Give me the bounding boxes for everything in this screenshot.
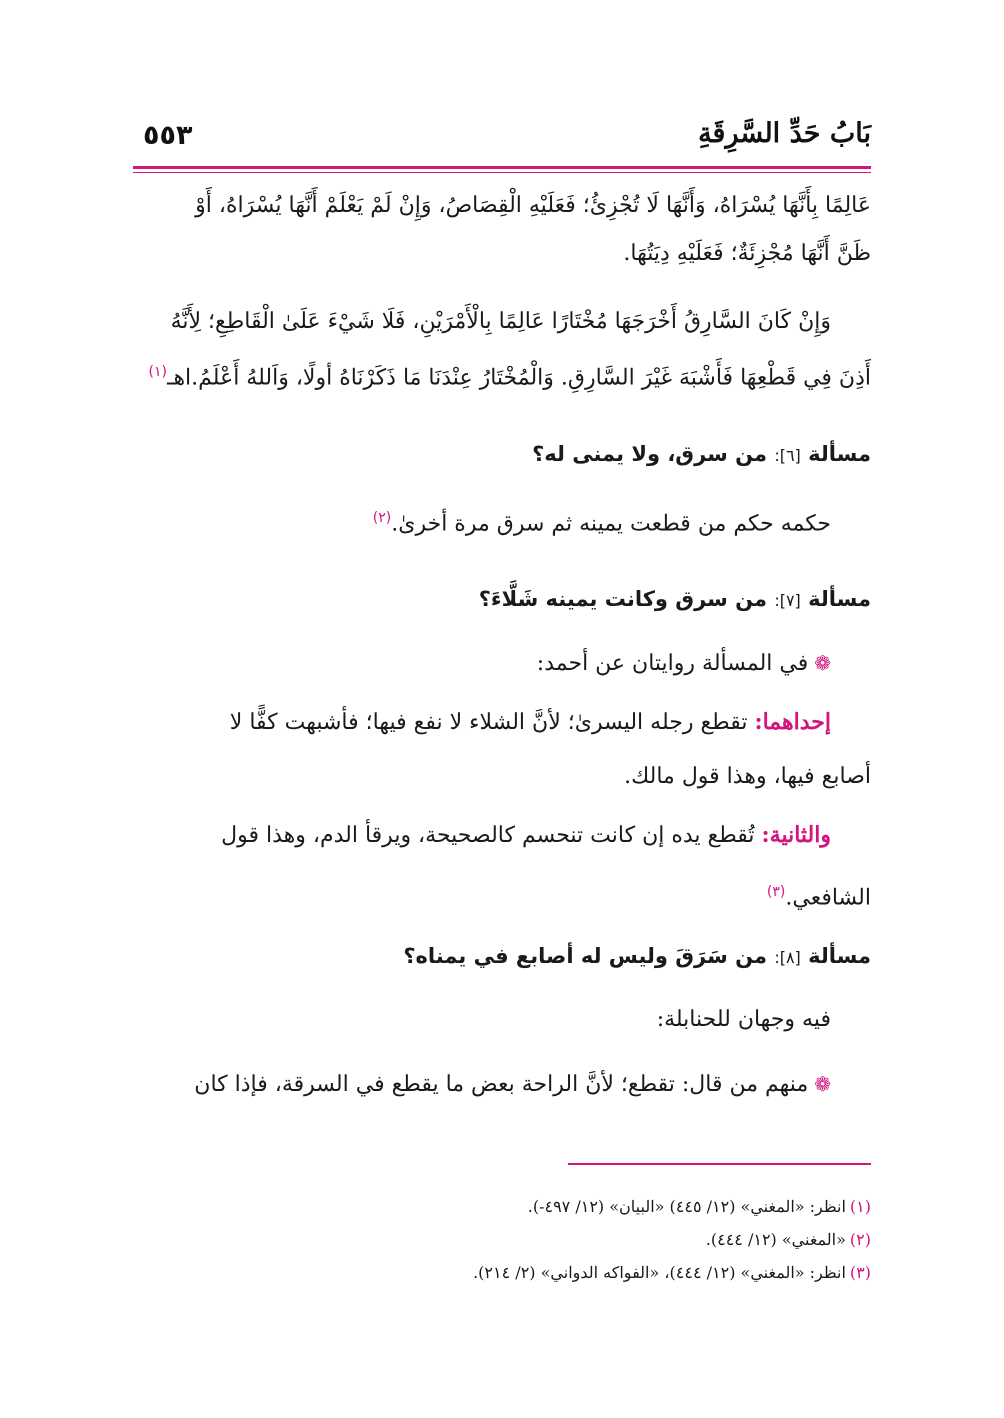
footnote-item <box>133 1190 871 1223</box>
text-line <box>133 702 871 743</box>
question-heading <box>133 936 871 978</box>
flower-bullet-icon: ❁ <box>814 650 831 675</box>
text-line <box>133 872 871 918</box>
question-text: من سرق، ولا يمنى له؟ <box>532 442 767 467</box>
question-text: من سَرَقَ وليس له أصابع في يمناه؟ <box>403 943 767 968</box>
second-opinion-label: والثانية: <box>761 821 831 848</box>
question-heading <box>133 579 871 621</box>
footnote-item <box>133 1223 871 1256</box>
footnote-item <box>133 1256 871 1289</box>
text-line: عَالِمًا بِأَنَّهَا يُسْرَاهُ، وَأَنَّهَا لَا تُجْزِئُ؛ فَعَلَيْهِ الْقِصَاصُ، وَإِنْ لَمْ يَعْلَمْ أَنَّهَا يُسْرَاهُ، أَوْ <box>195 193 871 218</box>
flower-bullet-icon: ❁ <box>814 1071 831 1096</box>
question-number: [٧]: <box>774 590 801 610</box>
text-line <box>133 352 871 398</box>
header-rule-thin <box>133 172 871 173</box>
question-number: [٦]: <box>774 446 801 466</box>
text-span: في المسألة روايتان عن أحمد: <box>536 650 809 676</box>
text-span: الشافعي. <box>785 884 871 910</box>
footnotes <box>133 1190 871 1289</box>
footnote-text: «المغني» (١٢/ ٤٤٤). <box>705 1230 846 1249</box>
text-span: أَذِنَ فِي قَطْعِهَا فَأَشْبَهَ غَيْرَ السَّارِقِ. وَالْمُخْتَارُ عِنْدَنَا مَا ذَكَرْنَاهُ أولًا، وَاَللهُ أَعْلَمُ.اهـ <box>167 365 871 391</box>
footnote-number: (٢) <box>849 1230 871 1249</box>
text-line: فيه وجهان للحنابلة: <box>656 1006 831 1032</box>
footnote-ref[interactable]: (٣) <box>766 883 786 900</box>
main-text <box>133 180 871 1105</box>
text-line <box>133 643 871 684</box>
page-header <box>133 118 871 178</box>
header-rule-thick <box>133 166 871 169</box>
text-line <box>133 1064 871 1105</box>
footnote-number: (٣) <box>849 1263 871 1282</box>
text-line: أصابع فيها، وهذا قول مالك. <box>624 763 871 789</box>
text-line <box>133 815 871 856</box>
footnote-ref[interactable]: (٢) <box>372 510 392 527</box>
first-opinion-label: إحداهما: <box>754 708 831 735</box>
footnote-number: (١) <box>849 1197 871 1216</box>
footnote-rule <box>568 1163 871 1165</box>
text-span: حكمه حكم من قطعت يمينه ثم سرق مرة أخرىٰ. <box>391 511 831 537</box>
footnote-ref[interactable]: (١) <box>148 364 167 380</box>
footnote-text: انظر: «المغني» (١٢/ ٤٤٤)، «الفواكه الدواني» (٢/ ٢١٤). <box>473 1263 846 1282</box>
footnote-text: انظر: «المغني» (١٢/ ٤٤٥) «البيان» (١٢/ ٤٩٧-). <box>527 1197 846 1216</box>
text-line: وَإِنْ كَانَ السَّارِقُ أَخْرَجَهَا مُخْتَارًا عَالِمًا بِالْأَمْرَيْنِ، فَلَا شَيْءَ عَلَىٰ الْقَاطِعِ؛ لِأَنَّهُ <box>170 309 831 334</box>
text-span: تقطع رجله اليسرىٰ؛ لأنَّ الشلاء لا نفع فيها؛ فأشبهت كفًّا لا <box>229 709 748 735</box>
question-label: مسألة <box>808 442 871 467</box>
question-label: مسألة <box>808 586 871 611</box>
chapter-title: بَابُ حَدِّ السَّرِقَةِ <box>698 118 871 149</box>
text-span: تُقطع يده إن كانت تنحسم كالصحيحة، ويرقأ الدم، وهذا قول <box>221 822 755 848</box>
text-span: منهم من قال: تقطع؛ لأنَّ الراحة بعض ما يقطع في السرقة، فإذا كان <box>194 1071 809 1097</box>
question-heading <box>133 434 871 476</box>
text-line <box>133 498 871 544</box>
page-number: ٥٥٣ <box>143 120 193 151</box>
question-label: مسألة <box>808 943 871 968</box>
question-text: من سرق وكانت يمينه شَلَّاءَ؟ <box>478 586 767 611</box>
question-number: [٨]: <box>774 947 801 967</box>
text-line: ظَنَّ أَنَّهَا مُجْزِئَةٌ؛ فَعَلَيْهِ دِيَتُهَا. <box>623 241 871 266</box>
